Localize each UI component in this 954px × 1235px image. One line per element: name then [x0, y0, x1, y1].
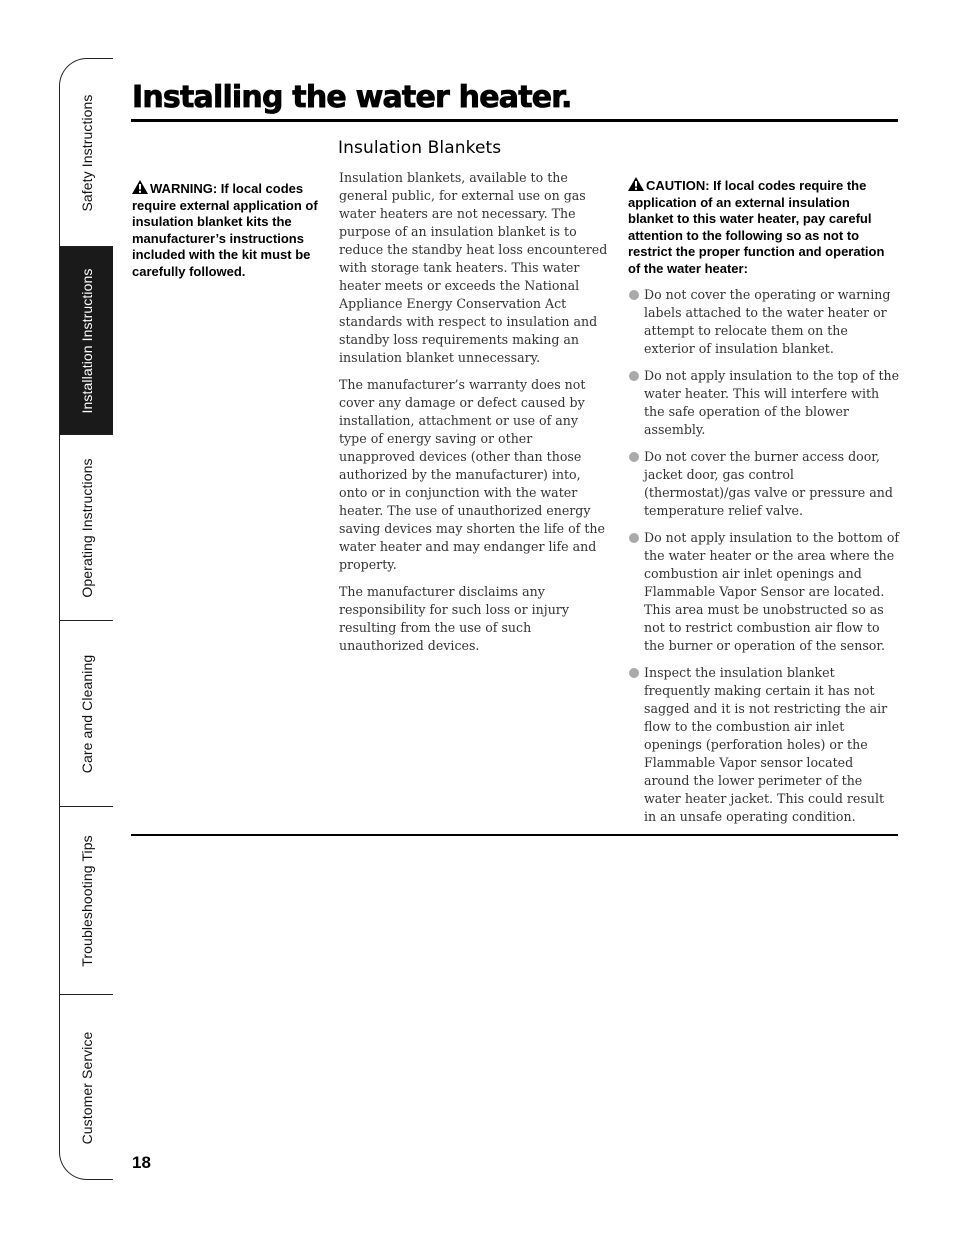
- warning-text: WARNING: If local codes require external application of insulation blanket kits the manufacturer’s instructions included with the kit must be carefully followed.: [132, 181, 318, 279]
- tab-installation-instructions[interactable]: [60, 247, 113, 435]
- caution-list: [628, 286, 900, 835]
- warning-icon: [132, 180, 148, 194]
- caution-text: CAUTION: If local codes require the application of an external insulation blanket to this water heater, pay careful attention to the following so as not to restrict the proper function and operation of the water heater:: [628, 178, 885, 276]
- list-item-text: Inspect the insulation blanket frequently making certain it has not sagged and it is not restricting the air flow to the combustion air inlet openings (perforation holes) or the Flammable Vapor sensor located around the lower perimeter of the water heater jacket. This could result in an unsafe operating condition.: [644, 665, 888, 824]
- list-item-text: Do not apply insulation to the bottom of the water heater or the area where the combustion air inlet openings and Flammable Vapor Sensor are located. This area must be unobstructed so as not to restrict combustion air flow to the burner or operation of the sensor.: [644, 530, 900, 653]
- bullet-icon: [629, 533, 639, 543]
- list-item: [628, 286, 900, 358]
- header-rule: [131, 119, 898, 122]
- bullet-icon: [629, 290, 639, 300]
- list-item: [628, 367, 900, 439]
- tab-safety-instructions[interactable]: [60, 59, 113, 247]
- list-item: [628, 529, 900, 655]
- tab-customer-service[interactable]: [60, 995, 113, 1180]
- tab-label: Care and Cleaning: [78, 654, 95, 773]
- list-item-text: Do not apply insulation to the top of the water heater. This will interfere with the safe operation of the blower assembly.: [644, 368, 900, 437]
- tab-label: Customer Service: [78, 1031, 95, 1145]
- body-paragraph: The manufacturer disclaims any responsibility for such loss or injury resulting from the use of such unauthorized devices.: [339, 584, 569, 653]
- tab-troubleshooting-tips[interactable]: [60, 807, 113, 995]
- bullet-icon: [629, 668, 639, 678]
- tab-operating-instructions[interactable]: [60, 435, 113, 621]
- tab-label: Safety Instructions: [78, 93, 95, 212]
- body-paragraph: Insulation blankets, available to the general public, for external use on gas water heaters are not necessary. The purpose of an insulation blanket is to reduce the standby heat loss encountered with storage tank heaters. This water heater meets or exceeds the National Appliance Energy Conservation Act standards with respect to insulation and standby loss requirements making an insulation blanket unnecessary.: [339, 170, 608, 365]
- tab-label: Installation Instructions: [78, 268, 95, 413]
- section-heading: Insulation Blankets: [338, 138, 502, 158]
- bullet-icon: [629, 452, 639, 462]
- warning-icon: [628, 177, 644, 191]
- footer-rule: [131, 834, 898, 836]
- list-item: [628, 448, 900, 520]
- tab-label: Troubleshooting Tips: [78, 834, 95, 967]
- page-number: 18: [132, 1153, 151, 1172]
- list-item: [628, 664, 900, 826]
- tab-care-and-cleaning[interactable]: [60, 621, 113, 807]
- bullet-icon: [629, 371, 639, 381]
- side-tabs: [59, 58, 113, 1180]
- list-item-text: Do not cover the operating or warning labels attached to the water heater or attempt to relocate them on the exterior of insulation blanket.: [644, 287, 891, 356]
- body-paragraph: The manufacturer’s warranty does not cover any damage or defect caused by installation, attachment or use of any type of energy saving or other unapproved devices (other than those authorized by the manufacturer) into, onto or in conjunction with the water heater. The use of unauthorized energy saving devices may shorten the life of the water heater and may endanger life and property.: [339, 377, 605, 572]
- list-item-text: Do not cover the burner access door, jacket door, gas control (thermostat)/gas valve or pressure and temperature relief valve.: [644, 449, 893, 518]
- caution-note: [628, 177, 898, 278]
- warning-note: [132, 180, 318, 281]
- section-body: [339, 169, 609, 664]
- page-title: Installing the water heater.: [132, 80, 572, 115]
- tab-label: Operating Instructions: [78, 457, 95, 598]
